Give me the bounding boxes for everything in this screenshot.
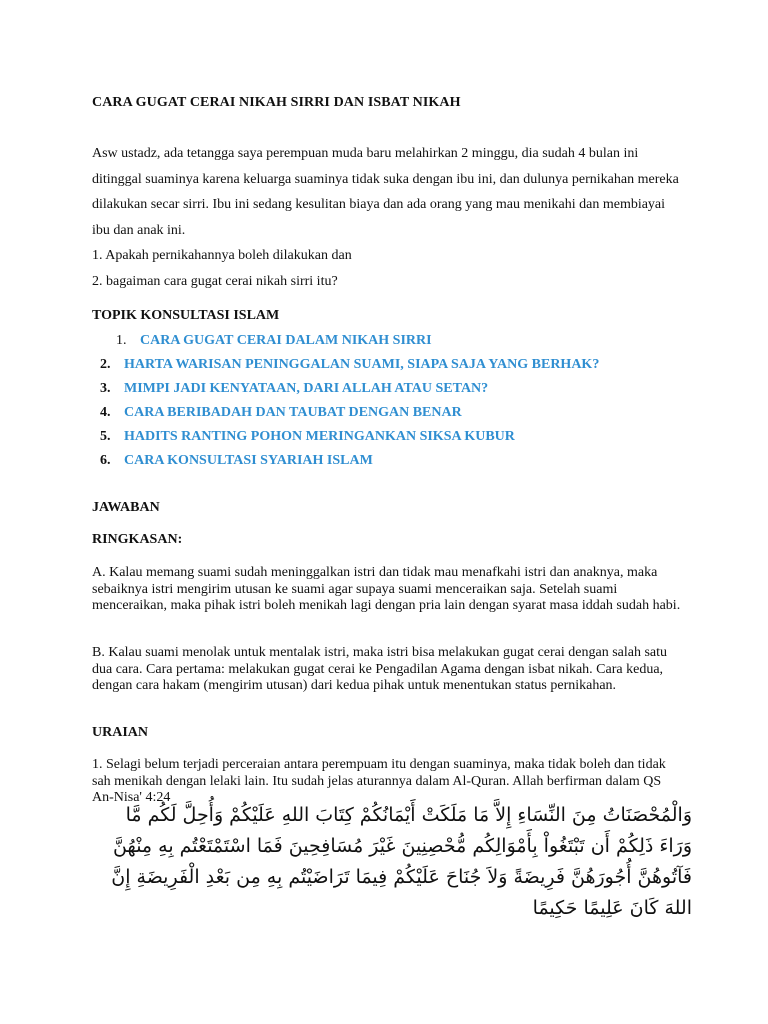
topik-link-mimpi[interactable]: MIMPI JADI KENYATAAN, DARI ALLAH ATAU SETAN? — [124, 381, 489, 396]
topik-link-gugat-cerai[interactable]: CARA GUGAT CERAI DALAM NIKAH SIRRI — [140, 333, 432, 348]
document-title: CARA GUGAT CERAI NIKAH SIRRI DAN ISBAT NIKAH — [92, 95, 461, 110]
topik-link-hadits[interactable]: HADITS RANTING POHON MERINGANKAN SIKSA KUBUR — [124, 429, 515, 444]
topik-link-konsultasi[interactable]: CARA KONSULTASI SYARIAH ISLAM — [124, 453, 373, 468]
ringkasan-paragraph-a: A. Kalau memang suami sudah meninggalkan istri dan tidak mau menafkahi istri dan anaknya, maka sebaiknya istri mengirim utusan ke suami agar supaya suami menceraikan saja. Setelah suami menceraikan, maka pihak istri boleh menikah lagi dengan pria lain dengan syarat masa iddah sudah habi. — [92, 565, 681, 613]
ringkasan-paragraph-b: B. Kalau suami menolak untuk mentalak istri, maka istri bisa melakukan gugat cerai dengan salah satu dua cara. Cara pertama: melakukan gugat cerai ke Pengadilan Agama dengan isbat nikah. Cara kedua, dengan cara hakam (mengirim utusan) dari kedua pihak untuk menentukan status pernikahan. — [92, 645, 668, 693]
topik-item-number: 5. — [100, 429, 111, 444]
topik-item-number: 6. — [100, 453, 111, 468]
question-text — [92, 141, 680, 294]
topik-item-number: 4. — [100, 405, 111, 420]
ringkasan-heading: RINGKASAN: — [92, 532, 183, 547]
question-item-1: 1. Apakah pernikahannya boleh dilakukan dan — [92, 248, 352, 263]
jawaban-heading: JAWABAN — [92, 500, 160, 515]
question-paragraph: Asw ustadz, ada tetangga saya perempuan muda baru melahirkan 2 minggu, dia sudah 4 bulan ini ditinggal suaminya karena keluarga suaminya tidak suka dengan ibu ini, dan dulunya pernikahan mereka dilakukan secar sirri. Ibu ini sedang kesulitan biaya dan ada orang yang mau menikahi dan membiayai ibu dan anak ini. — [92, 146, 679, 238]
uraian-paragraph-1: 1. Selagi belum terjadi perceraian antara perempuam itu dengan suaminya, maka tidak boleh dan tidak sah menikah dengan lelaki lain. Itu sudah jelas aturannya dalam Al-Quran. Allah berfirman dalam QS An-Nisa' 4:24 — [92, 757, 666, 805]
question-item-2: 2. bagaiman cara gugat cerai nikah sirri itu? — [92, 273, 338, 289]
topik-link-beribadah[interactable]: CARA BERIBADAH DAN TAUBAT DENGAN BENAR — [124, 405, 462, 420]
topik-item-number: 2. — [100, 357, 111, 372]
topik-heading: TOPIK KONSULTASI ISLAM — [92, 308, 280, 323]
quran-verse-arabic: وَالْمُحْصَنَاتُ مِنَ النِّسَاءِ إِلاَّ مَا مَلَكَتْ أَيْمَانُكُمْ كِتَابَ اللهِ عَلَيْكُمْ وَأُحِلَّ لَكُم مَّا وَرَاءَ ذَلِكُمْ أَن تَبْتَغُواْ بِأَمْوَالِكُم مُّحْصِنِينَ غَيْرَ مُسَافِحِينَ فَمَا اسْتَمْتَعْتُم بِهِ مِنْهُنَّ فَآتُوهُنَّ أُجُورَهُنَّ فَرِيضَةً وَلاَ جُنَاحَ عَلَيْكُمْ فِيمَا تَرَاضَيْتُم بِهِ مِن بَعْدِ الْفَرِيضَةِ إِنَّ اللهَ كَانَ عَلِيمًا حَكِيمًا — [111, 804, 692, 919]
uraian-heading: URAIAN — [92, 725, 148, 740]
topik-item-number: 1. — [116, 333, 127, 348]
topik-link-harta-warisan[interactable]: HARTA WARISAN PENINGGALAN SUAMI, SIAPA SAJA YANG BERHAK? — [124, 357, 600, 372]
topik-item-number: 3. — [100, 381, 111, 396]
